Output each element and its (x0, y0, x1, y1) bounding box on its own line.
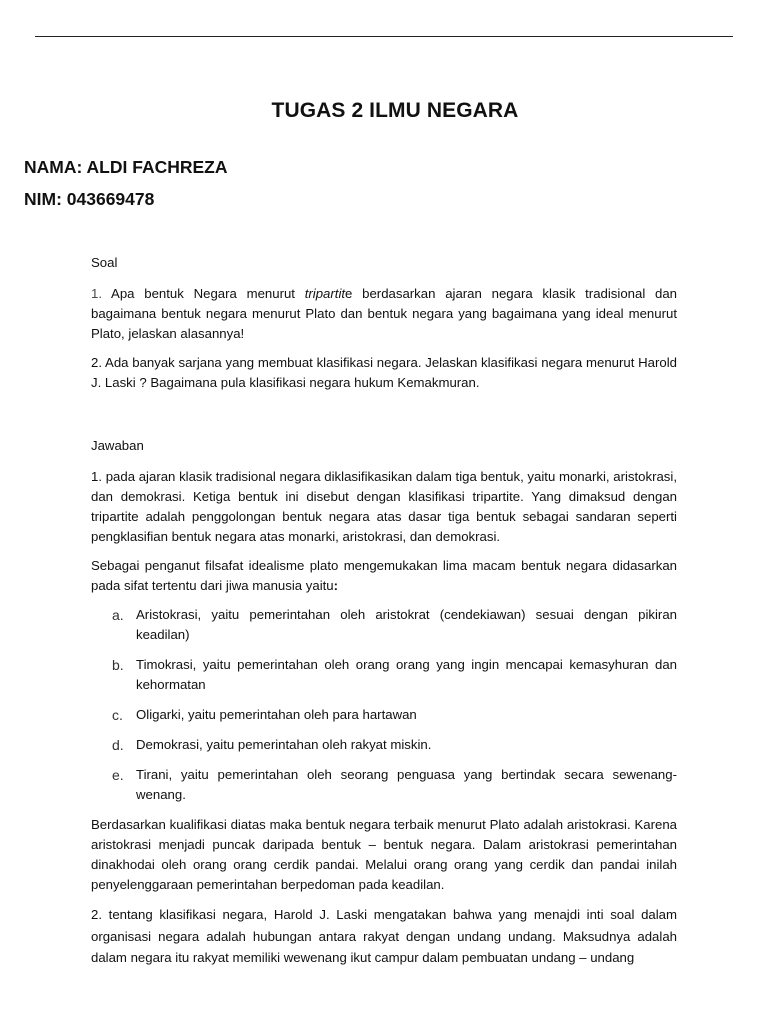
answer-2-paragraph: 2. tentang klasifikasi negara, Harold J. Laski mengatakan bahwa yang menajdi inti soal dalam organisasi negara adalah hubungan antara rakyat dengan undang undang. Maksudnya adalah dalam negara itu rakyat memiliki wewenang ikut campur dalam pembuatan undang – undang (91, 907, 677, 966)
answer-plato-intro: Sebagai penganut filsafat idealisme plato mengemukakan lima macam bentuk negara didasarkan pada sifat tertentu dari jiwa manusia yaitu: (91, 558, 677, 593)
question-1-number: 1. (91, 286, 102, 301)
list-item: b. Timokrasi, yaitu pemerintahan oleh orang orang yang ingin mencapai kemasyhuran dan kehormatan (112, 657, 677, 692)
list-item: a. Aristokrasi, yaitu pemerintahan oleh aristokrat (cendekiawan) sesuai dengan pikiran keadilan) (112, 607, 677, 642)
answer-1-paragraph: 1. pada ajaran klasik tradisional negara diklasifikasikan dalam tiga bentuk, yaitu monarki, aristokrasi, dan demokrasi. Ketiga bentuk ini disebut dengan klasifikasi tripartite. Yang dimaksud dengan tripartite adalah penggolongan bentuk negara atas dasar tiga bentuk sebagai sandaran seperti pengklasifian bentuk negara atas monarki, aristokrasi, dan demokrasi. (91, 469, 677, 544)
answer-plato-conclusion: Berdasarkan kualifikasi diatas maka bentuk negara terbaik menurut Plato adalah aristokrasi. Karena aristokrasi menjadi puncak daripada bentuk – bentuk negara. Dalam aristokrasi pemerintahan dinakhodai oleh orang orang cerdik pandai. Melalui orang orang yang cerdik dan pandai inilah penyelenggaraan pemerintahan berpedoman pada keadilan. (91, 817, 677, 892)
list-marker: e. (112, 767, 124, 783)
question-1: 1. Apa bentuk Negara menurut tripartite berdasarkan ajaran negara klasik tradisional dan bagaimana bentuk negara menurut Plato dan bentuk negara yang bagaimana yang ideal menurut Plato, jelaskan alasannya! (91, 286, 678, 341)
document-title: TUGAS 2 ILMU NEGARA (271, 99, 519, 122)
student-name: NAMA: ALDI FACHREZA (24, 157, 228, 177)
plato-forms-list (91, 605, 677, 805)
student-nim: NIM: 043669478 (24, 189, 155, 209)
list-item: e. Tirani, yaitu pemerintahan oleh seorang penguasa yang bertindak secara sewenang-wenang. (112, 767, 677, 802)
question-2: 2. Ada banyak sarjana yang membuat klasifikasi negara. Jelaskan klasifikasi negara menurut Harold J. Laski ? Bagaimana pula klasifikasi negara hukum Kemakmuran. (91, 355, 677, 390)
section-label-soal: Soal (91, 255, 118, 270)
list-marker: a. (112, 607, 124, 623)
list-item: c. Oligarki, yaitu pemerintahan oleh para hartawan (112, 707, 417, 723)
document-body (91, 253, 677, 969)
list-marker: b. (112, 657, 124, 673)
list-marker: c. (112, 707, 123, 723)
section-label-jawaban: Jawaban (91, 438, 144, 453)
top-divider (35, 36, 733, 37)
list-item: d. Demokrasi, yaitu pemerintahan oleh rakyat miskin. (112, 737, 432, 753)
list-marker: d. (112, 737, 124, 753)
